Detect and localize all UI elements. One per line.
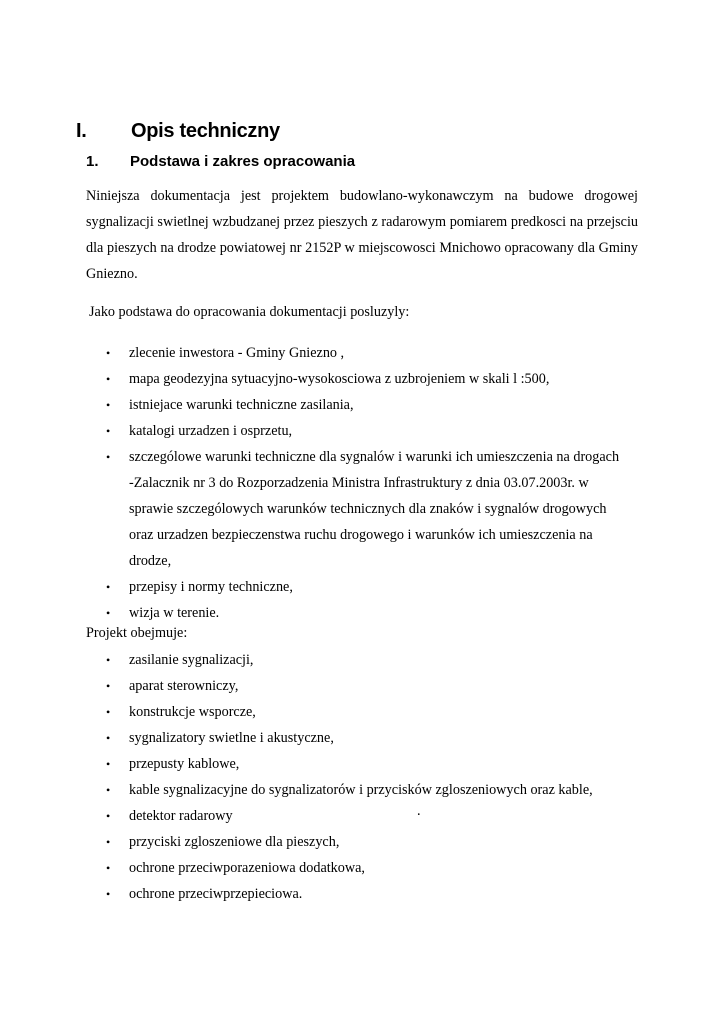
bullet-icon: •: [106, 372, 111, 386]
list-item-text: mapa geodezyjna sytuacyjno-wysokosciowa z uzbrojeniem w skali l :500,: [129, 371, 550, 387]
list-item-text: zlecenie inwestora - Gminy Gniezno ,: [129, 345, 345, 361]
bullet-icon: •: [106, 705, 111, 719]
trailing-dot: .: [417, 803, 421, 819]
list-item-text: aparat sterowniczy,: [129, 678, 239, 694]
list-item-text: istniejace warunki techniczne zasilania,: [129, 397, 354, 413]
intro-paragraph: Niniejsza dokumentacja jest projektem budowlano-wykonawczym na budowe drogowej sygnalizacji swietlnej wzbudzanej przez pieszych z radarowym pomiarem predkosci na przejsciu dla pieszych na drodze powiatowej nr 2152P w miejscowosci Mnichowo opracowany dla Gminy Gniezno.: [86, 188, 638, 282]
bullet-icon: •: [106, 580, 111, 594]
list-item-text: ochrone przeciwprzepieciowa.: [129, 886, 303, 902]
bullet-icon: •: [106, 731, 111, 745]
list-item-text: zasilanie sygnalizacji,: [129, 652, 254, 668]
bullet-icon: •: [106, 606, 111, 620]
list-item-text: -Zalacznik nr 3 do Rozporzadzenia Ministra Infrastruktury z dnia 03.07.2003r. w: [129, 475, 589, 491]
bullet-icon: •: [106, 783, 111, 797]
bullet-icon: •: [106, 809, 111, 823]
list-item-text: detektor radarowy: [129, 808, 233, 824]
list-item-text: przyciski zgloszeniowe dla pieszych,: [129, 834, 340, 850]
list-item-text: przepusty kablowe,: [129, 756, 240, 772]
bullet-icon: •: [106, 424, 111, 438]
list-item-text: sprawie szczególowych warunków technicznych dla znaków i sygnalów drogowych: [129, 501, 607, 517]
section-title: Opis techniczny: [131, 120, 280, 142]
bullet-icon: •: [106, 861, 111, 875]
list-item-text: sygnalizatory swietlne i akustyczne,: [129, 730, 334, 746]
bullet-icon: •: [106, 757, 111, 771]
list-item-text: drodze,: [129, 553, 172, 569]
list-item-text: ochrone przeciwporazeniowa dodatkowa,: [129, 860, 365, 876]
bullet-icon: •: [106, 398, 111, 412]
bullet-icon: •: [106, 835, 111, 849]
list-item-text: kable sygnalizacyjne do sygnalizatorów i przycisków zgloszeniowych oraz kable,: [129, 782, 593, 798]
list-item-text: przepisy i normy techniczne,: [129, 579, 293, 595]
bullet-icon: •: [106, 887, 111, 901]
basis-intro: Jako podstawa do opracowania dokumentacji posluzyly:: [89, 304, 410, 320]
list-item-text: szczególowe warunki techniczne dla sygnalów i warunki ich umieszczenia na drogach: [129, 449, 620, 465]
list-item-text: katalogi urzadzen i osprzetu,: [129, 423, 293, 439]
subsection-number: 1.: [86, 153, 99, 170]
bullet-icon: •: [106, 679, 111, 693]
scope-intro: Projekt obejmuje:: [86, 625, 188, 641]
section-number: I.: [76, 120, 87, 142]
list-item-text: oraz urzadzen bezpieczenstwa ruchu drogowego i warunków ich umieszczenia na: [129, 527, 593, 543]
subsection-title: Podstawa i zakres opracowania: [130, 153, 356, 170]
list-item-text: wizja w terenie.: [129, 605, 220, 621]
list-item-text: konstrukcje wsporcze,: [129, 704, 256, 720]
bullet-icon: •: [106, 653, 111, 667]
bullet-icon: •: [106, 450, 111, 464]
bullet-icon: •: [106, 346, 111, 360]
